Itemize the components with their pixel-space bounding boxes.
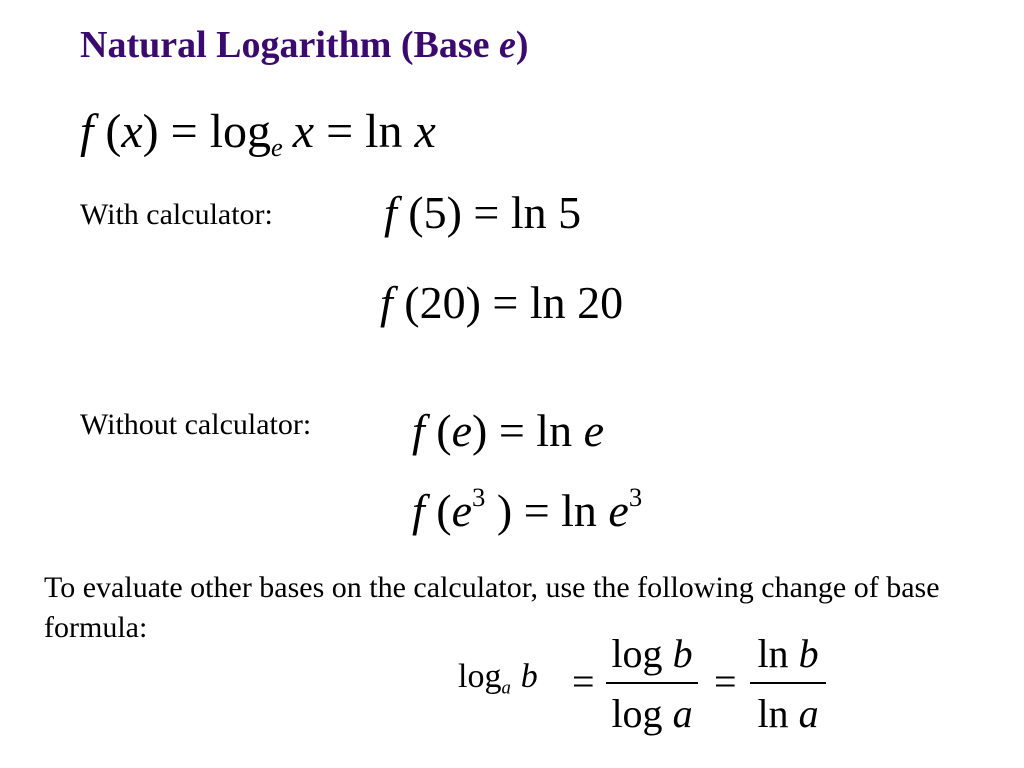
change-of-base-lhs <box>458 660 538 698</box>
equals-ln: ) = ln <box>472 405 584 456</box>
equals-ln: ) = ln <box>485 485 609 536</box>
variable-a: a <box>798 691 819 736</box>
with-calculator-label: With calculator: <box>80 198 273 231</box>
equation-f-e-cubed <box>412 484 642 534</box>
fraction-denominator <box>750 691 826 736</box>
variable-e: e <box>583 405 604 456</box>
equals-ln: = ln <box>314 105 415 158</box>
fraction-numerator <box>750 631 826 676</box>
exponent: 3 <box>628 482 643 512</box>
title-close: ) <box>515 24 529 66</box>
variable-e: e <box>451 485 473 536</box>
variable-e: e <box>451 405 473 456</box>
equals-sign: = <box>714 659 737 704</box>
title-text: Natural Logarithm (Base <box>80 24 500 66</box>
paren-open: ( <box>424 405 452 456</box>
equation-f-e <box>412 405 604 456</box>
log-function: log <box>611 631 673 676</box>
definition-equation <box>80 105 436 163</box>
variable-b: b <box>520 658 538 695</box>
title-variable: e <box>499 24 516 66</box>
fraction-bar <box>750 682 826 684</box>
equation-f-5 <box>384 187 582 238</box>
variable-e: e <box>608 485 629 536</box>
function-symbol: f <box>412 405 425 456</box>
equals-log: ) = log <box>142 105 272 158</box>
function-symbol: f <box>80 105 94 158</box>
log-function: log <box>611 691 673 736</box>
equation-rest: (5) = ln 5 <box>396 187 582 238</box>
ln-function: ln <box>757 631 799 676</box>
without-calculator-label: Without calculator: <box>80 408 312 441</box>
fraction-denominator <box>606 691 698 736</box>
fraction-bar <box>606 682 698 684</box>
function-symbol: f <box>384 187 397 238</box>
log-function: log <box>458 658 502 695</box>
log-base: e <box>271 132 283 163</box>
equals-sign: = <box>572 659 595 704</box>
paren-open: ( <box>93 105 122 158</box>
fraction-numerator <box>606 631 698 676</box>
paren-open: ( <box>424 485 452 536</box>
equation-f-20 <box>380 277 624 328</box>
fraction-log <box>606 631 698 736</box>
fraction-ln <box>750 631 826 736</box>
equation-rest: (20) = ln 20 <box>392 277 624 328</box>
exponent: 3 <box>472 482 486 512</box>
function-symbol: f <box>380 277 393 328</box>
page-title <box>80 26 529 64</box>
function-symbol: f <box>412 485 425 536</box>
variable-b: b <box>672 631 693 676</box>
ln-function: ln <box>757 691 799 736</box>
change-of-base-note: To evaluate other bases on the calculator, use the following change of base formula: <box>44 571 940 644</box>
variable-x: x <box>121 105 143 158</box>
log-base: a <box>501 677 511 699</box>
variable-x: x <box>292 105 315 158</box>
variable-b: b <box>798 631 819 676</box>
variable-x: x <box>414 105 436 158</box>
variable-a: a <box>672 691 693 736</box>
